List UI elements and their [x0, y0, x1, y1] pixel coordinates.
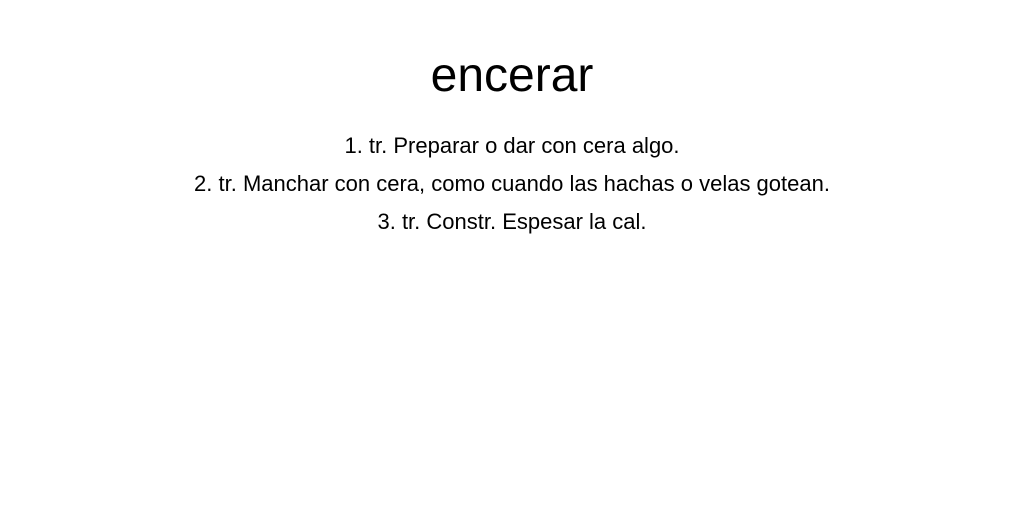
- definition-item: 2. tr. Manchar con cera, como cuando las hachas o velas gotean.: [194, 171, 830, 196]
- definition-list: [0, 127, 1024, 241]
- definition-item: 3. tr. Constr. Espesar la cal.: [377, 209, 647, 234]
- headword: encerar: [430, 49, 594, 102]
- definition-item: 1. tr. Preparar o dar con cera algo.: [344, 133, 680, 158]
